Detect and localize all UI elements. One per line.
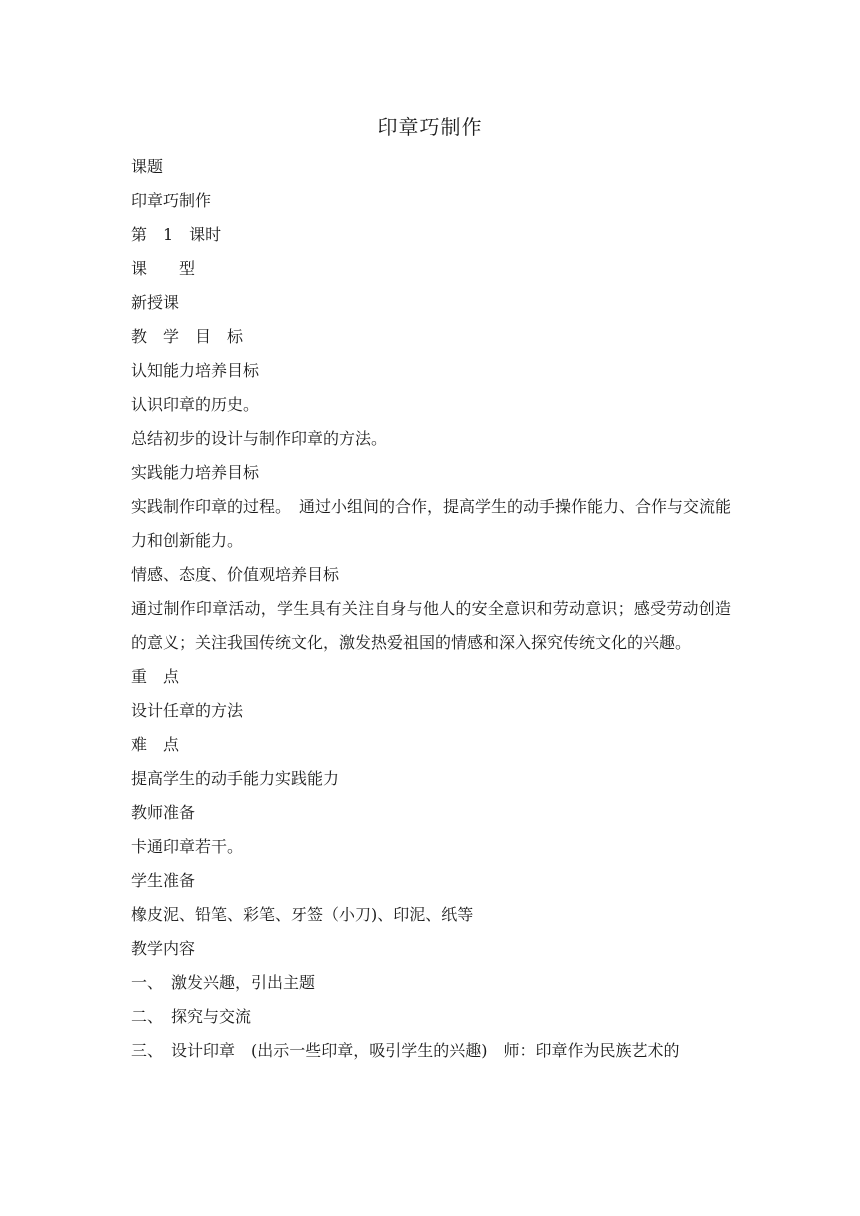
- paragraph-student-prep: 橡皮泥、铅笔、彩笔、牙签（小刀)、印泥、纸等: [131, 905, 474, 924]
- paragraph-lesson-name: 印章巧制作: [131, 191, 212, 210]
- paragraph-teacher-prep-heading: 教师准备: [131, 803, 196, 822]
- paragraph-step-1: 一、 激发兴趣，引出主题: [131, 973, 316, 992]
- paragraph-content-heading: 教学内容: [131, 939, 196, 958]
- paragraph-teacher-prep: 卡通印章若干。: [131, 837, 244, 856]
- paragraph-practice-goal: 实践制作印章的过程。 通过小组间的合作，提高学生的动手操作能力、合作与交流能力和创新能力。: [131, 497, 732, 550]
- paragraph-difficulty-heading: 难 点: [131, 735, 180, 754]
- paragraph-key-point-heading: 重 点: [131, 667, 180, 686]
- paragraph-key-point: 设计任章的方法: [131, 701, 244, 720]
- paragraph-emotion-goal: 通过制作印章活动，学生具有关注自身与他人的安全意识和劳动意识；感受劳动创造的意义；关注我国传统文化，激发热爱祖国的情感和深入探究传统文化的兴趣。: [131, 599, 731, 652]
- paragraph-practice-goal-heading: 实践能力培养目标: [131, 463, 260, 482]
- paragraph-goals-heading: 教 学 目 标: [131, 327, 244, 346]
- paragraph-cognitive-goal-heading: 认知能力培养目标: [131, 361, 260, 380]
- document-title: 印章巧制作: [377, 115, 483, 139]
- paragraph-period: 第 1 课时: [131, 225, 222, 244]
- paragraph-step-3: 三、 设计印章 (出示一些印章，吸引学生的兴趣) 师：印章作为民族艺术的: [131, 1041, 680, 1060]
- paragraph-lesson-type-label: 课 型: [131, 259, 196, 278]
- paragraph-cognitive-goal-2: 总结初步的设计与制作印章的方法。: [131, 429, 388, 448]
- paragraph-cognitive-goal-1: 认识印章的历史。: [131, 395, 260, 414]
- paragraph-lesson-type: 新授课: [131, 293, 180, 312]
- paragraph-emotion-goal-heading: 情感、态度、价值观培养目标: [131, 565, 340, 584]
- paragraph-step-2: 二、 探究与交流: [131, 1007, 252, 1026]
- paragraph-student-prep-heading: 学生准备: [131, 871, 196, 890]
- paragraph-lesson-label: 课题: [131, 157, 164, 176]
- paragraph-difficulty: 提高学生的动手能力实践能力: [131, 769, 340, 788]
- document-body: [131, 150, 731, 1068]
